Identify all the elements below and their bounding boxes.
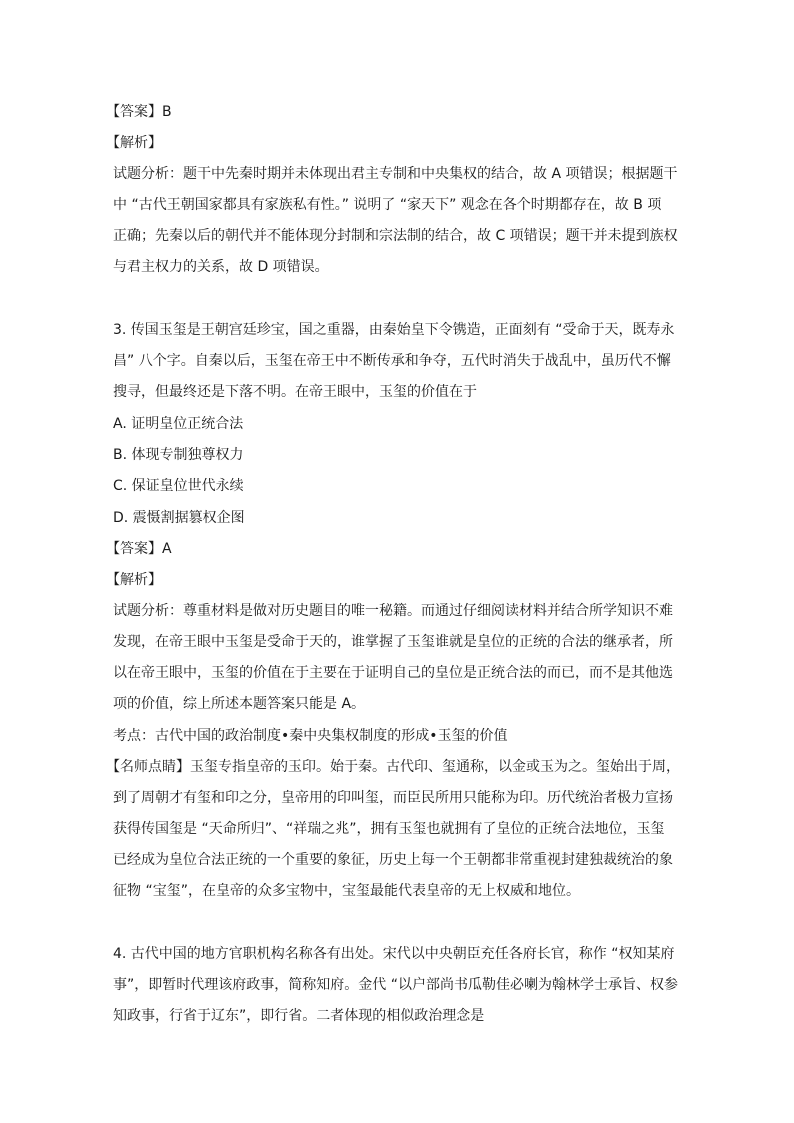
- q2-analysis-line: 中 “古代王朝国家都具有家族私有性。” 说明了 “家天下” 观念在各个时期都存在，故 B 项: [113, 197, 662, 213]
- q3-analysis-line: 以在帝王眼中，玉玺的价值在于主要在于证明自己的皇位是正统合法的而已，而不是其他选: [113, 665, 673, 681]
- q3-mingshi-line: 到了周朝才有玺和印之分，皇帝用的印叫玺，而臣民所用只能称为印。历代统治者极力宣扬: [113, 790, 673, 806]
- q3-analysis-line: 发现，在帝王眼中玉玺是受命于天的，谁掌握了玉玺谁就是皇位的正统的合法的继承者，所: [113, 634, 673, 650]
- q3-option-b: B. 体现专制独尊权力: [113, 447, 244, 463]
- q3-stem-line: 昌” 八个字。自秦以后，玉玺在帝王中不断传承和争夺，五代时消失于战乱中，虽历代不懈: [113, 353, 671, 369]
- q3-kaodian: 考点：古代中国的政治制度•秦中央集权制度的形成•玉玺的价值: [113, 728, 508, 744]
- q2-analysis-line: 与君主权力的关系，故 D 项错误。: [113, 259, 329, 275]
- q3-analysis-label: 【解析】: [106, 572, 162, 588]
- q2-analysis-label: 【解析】: [106, 135, 162, 151]
- q4-stem-line: 知政事，行省于辽东”，即行省。二者体现的相似政治理念是: [113, 1008, 485, 1024]
- q3-analysis-line: 项的价值，综上所述本题答案只能是 A。: [113, 696, 366, 712]
- q3-stem-line: 搜寻，但最终还是下落不明。在帝王眼中，玉玺的价值在于: [113, 384, 477, 400]
- q3-answer: 【答案】A: [106, 541, 172, 557]
- q3-mingshi-line: 征物 “宝玺”，在皇帝的众多宝物中，宝玺最能代表皇帝的无上权威和地位。: [113, 883, 580, 899]
- q2-answer: 【答案】B: [106, 104, 172, 120]
- q3-mingshi-line: 已经成为皇位合法正统的一个重要的象征，历史上每一个王朝都非常重视封建独裁统治的象: [113, 852, 673, 868]
- q2-analysis-line: 试题分析：题干中先秦时期并未体现出君主专制和中央集权的结合，故 A 项错误；根据题干: [113, 166, 678, 182]
- q3-analysis-line: 试题分析：尊重材料是做对历史题目的唯一秘籍。而通过仔细阅读材料并结合所学知识不难: [113, 603, 673, 619]
- q3-option-a: A. 证明皇位正统合法: [113, 416, 244, 432]
- q3-mingshi-line: 【名师点睛】玉玺专指皇帝的玉印。始于秦。古代印、玺通称，以金或玉为之。玺始出于周，: [106, 759, 680, 775]
- q4-stem-line: 事”，即暂时代理该府政事，简称知府。金代 “以户部尚书瓜勒佳必喇为翰林学士承旨、权参: [113, 977, 678, 993]
- q3-option-d: D. 震慑割据篡权企图: [113, 510, 245, 526]
- q3-option-c: C. 保证皇位世代永续: [113, 478, 244, 494]
- q3-mingshi-line: 获得传国玺是 “天命所归”、“祥瑞之兆”，拥有玉玺也就拥有了皇位的正统合法地位，玉玺: [113, 821, 665, 837]
- q2-analysis-line: 正确；先秦以后的朝代并不能体现分封制和宗法制的结合，故 C 项错误；题干并未提到族权: [113, 228, 678, 244]
- q3-stem-line: 3. 传国玉玺是王朝宫廷珍宝，国之重器，由秦始皇下令镌造，正面刻有 “受命于天，既寿永: [113, 322, 675, 338]
- q4-stem-line: 4. 古代中国的地方官职机构名称各有出处。宋代以中央朝臣充任各府长官，称作 “权知某府: [113, 946, 675, 962]
